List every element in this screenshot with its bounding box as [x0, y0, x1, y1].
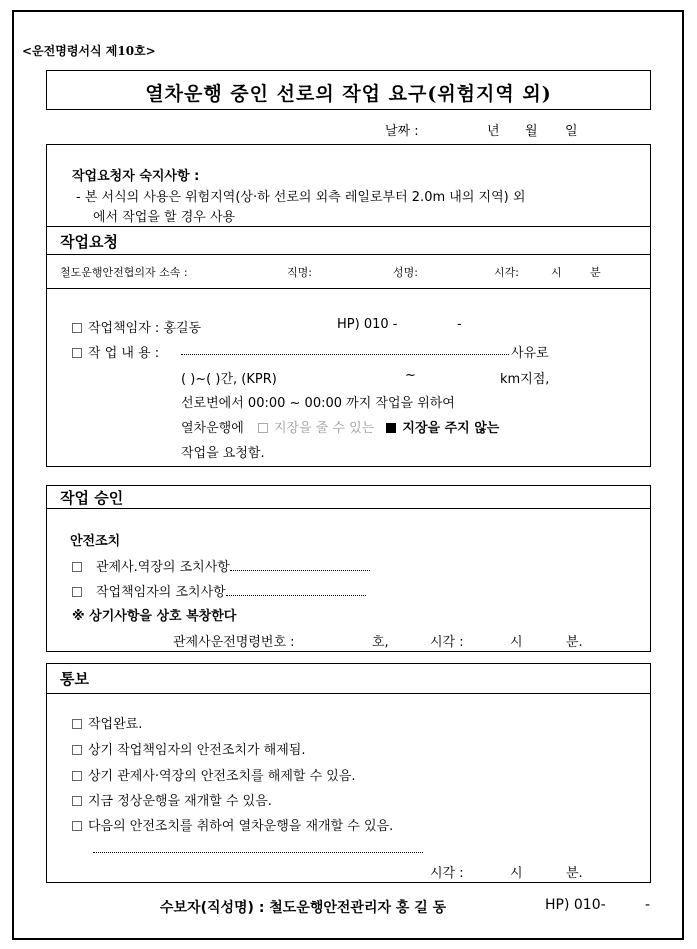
- request-heading: 작업요청: [60, 233, 118, 251]
- report-heading: 통보: [60, 670, 89, 688]
- footer-phone-dash: -: [645, 897, 651, 913]
- section-text: ( )~( )간, (KPR): [181, 372, 277, 387]
- option-grey-checkbox[interactable]: [258, 423, 268, 433]
- content-reason: 사유로: [511, 346, 549, 361]
- report-item: [72, 713, 142, 732]
- manager-phone-dash: -: [457, 317, 462, 332]
- report-item-checkbox[interactable]: [72, 771, 82, 781]
- order-label: 관제사운전명령번호 :: [173, 635, 295, 650]
- form-id: <운전명령서식 제10호>: [22, 44, 156, 58]
- approval-heading: 작업 승인: [60, 489, 124, 507]
- divider: [46, 288, 651, 289]
- content-label: 작 업 내 용 :: [88, 346, 160, 361]
- time-label: 시각:: [494, 266, 519, 279]
- time-hour: 시: [551, 266, 562, 279]
- approval-minute: 분.: [566, 635, 583, 650]
- report-time-label: 시각 :: [430, 866, 464, 881]
- affiliation-label: 철도운행안전협의자 소속 :: [60, 266, 188, 279]
- notice-line-1: - 본 서식의 사용은 위험지역(상·하 선로의 외측 레일로부터 2.0m 내의 지역) 외: [76, 190, 526, 205]
- report-minute: 분.: [566, 866, 583, 881]
- report-item: [72, 790, 272, 809]
- position-label: 직명:: [287, 266, 312, 279]
- date-month: 월: [525, 124, 538, 139]
- option-bold-text: 지장을 주지 않는: [402, 421, 500, 436]
- notice-line-2: 에서 작업을 할 경우 사용: [93, 210, 236, 225]
- report-item: [72, 739, 305, 758]
- approval-item-2-label: 작업책임자의 조치사항: [96, 585, 226, 600]
- report-item-checkbox[interactable]: [72, 796, 82, 806]
- closing-text: 작업을 요청함.: [181, 446, 265, 461]
- date-year: 년: [487, 124, 500, 139]
- manager-checkbox[interactable]: [72, 323, 82, 333]
- time-minute: 분: [590, 266, 601, 279]
- footer-phone: HP) 010-: [545, 897, 606, 913]
- approval-item-1-checkbox[interactable]: [72, 562, 82, 572]
- report-item-checkbox[interactable]: [72, 821, 82, 831]
- report-item: [72, 815, 393, 834]
- section-tilde: ~: [405, 368, 416, 383]
- content-checkbox[interactable]: [72, 348, 82, 358]
- approval-item-1-label: 관제사.역장의 조치사항: [96, 560, 230, 575]
- page-title: 열차운행 중인 선로의 작업 요구(위험지역 외): [145, 83, 552, 105]
- content-row: [72, 342, 159, 361]
- line-text: 선로변에서 00:00 ~ 00:00 까지 작업을 위하여: [181, 396, 455, 411]
- notice-heading: 작업요청자 숙지사항 :: [72, 169, 200, 184]
- report-item-label: 다음의 안전조치를 취하여 열차운행을 재개할 수 있음.: [88, 819, 394, 834]
- manager-row: [72, 317, 201, 336]
- safety-heading: 안전조치: [70, 534, 121, 549]
- date-day: 일: [565, 124, 578, 139]
- report-item-label: 작업완료.: [88, 717, 143, 732]
- date-label: 날짜 :: [385, 124, 419, 139]
- report-item: [72, 765, 356, 784]
- manager-phone: HP) 010 -: [337, 317, 398, 332]
- approval-item-2: [72, 581, 366, 600]
- divider: [46, 226, 651, 227]
- approval-time-label: 시각 :: [430, 635, 464, 650]
- name-label: 성명:: [393, 266, 418, 279]
- report-dotted-line: [93, 842, 423, 857]
- approval-hour: 시: [510, 635, 523, 650]
- order-ho: 호,: [372, 635, 389, 650]
- divider: [46, 254, 651, 255]
- train-text: 열차운행에: [181, 421, 244, 436]
- approval-item-1: [72, 556, 370, 575]
- approval-note: ※ 상기사항을 상호 복창한다: [72, 609, 237, 624]
- report-item-label: 상기 관제사·역장의 안전조치를 해제할 수 있음.: [88, 769, 356, 784]
- approval-item-2-checkbox[interactable]: [72, 587, 82, 597]
- option-bold-checkbox[interactable]: [386, 423, 396, 433]
- footer-receiver: 수보자(직성명) : 철도운행안전관리자 홍 길 동: [160, 900, 447, 916]
- train-row: [181, 417, 499, 436]
- report-item-checkbox[interactable]: [72, 745, 82, 755]
- option-grey-text: 지장을 줄 수 있는: [273, 421, 375, 436]
- manager-label: 작업책임자 : 홍길동: [88, 321, 202, 336]
- section-km: km지점,: [500, 372, 550, 387]
- content-dotted-line: [181, 344, 509, 359]
- divider: [46, 693, 651, 694]
- report-item-label: 지금 정상운행을 재개할 수 있음.: [88, 794, 272, 809]
- report-item-label: 상기 작업책임자의 안전조치가 해제됨.: [88, 743, 306, 758]
- report-hour: 시: [510, 866, 523, 881]
- report-item-checkbox[interactable]: [72, 719, 82, 729]
- divider: [46, 508, 651, 509]
